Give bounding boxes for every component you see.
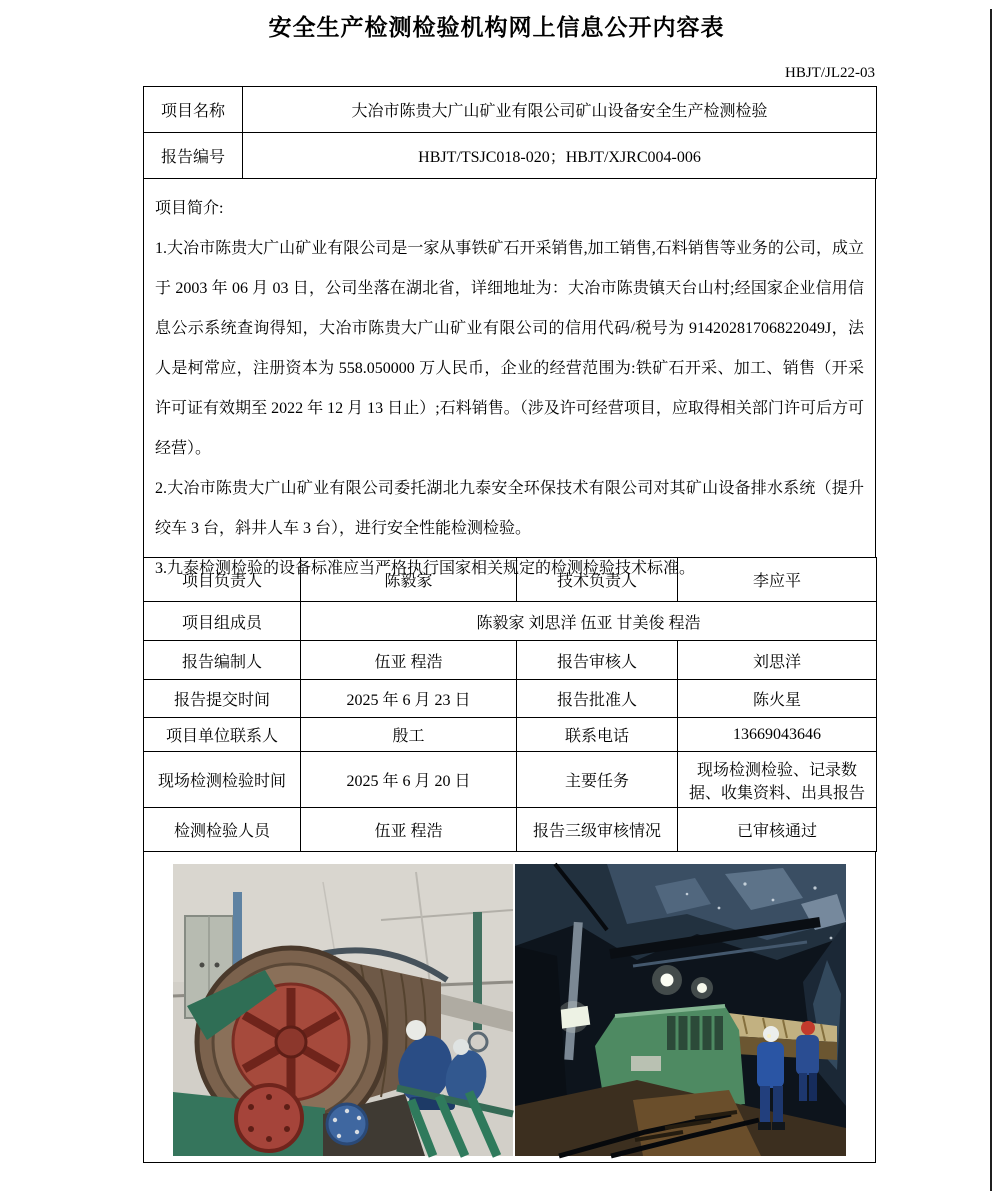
report-reviewer-value: 刘思洋	[678, 641, 877, 680]
document-table	[143, 86, 876, 1163]
form-code: HBJT/JL22-03	[785, 65, 875, 81]
tech-leader-value: 李应平	[678, 558, 877, 602]
table-row	[144, 641, 877, 680]
submit-date-label: 报告提交时间	[144, 680, 301, 718]
page-right-edge-line	[990, 9, 992, 1191]
main-task-value: 现场检测检验、记录数据、收集资料、出具报告	[678, 752, 877, 808]
project-leader-value: 陈毅家	[301, 558, 517, 602]
header-table	[143, 86, 877, 179]
report-number-value: HBJT/TSJC018-020；HBJT/XJRC004-006	[243, 133, 877, 179]
report-author-label: 报告编制人	[144, 641, 301, 680]
project-intro-cell	[143, 178, 876, 577]
project-leader-label: 项目负责人	[144, 558, 301, 602]
client-contact-value: 殷工	[301, 718, 517, 752]
submit-date-value: 2025 年 6 月 23 日	[301, 680, 517, 718]
intro-paragraph-3: 3.九泰检测检验的设备标准应当严格执行国家相关规定的检测检验技术标准。	[155, 560, 696, 577]
phone-label: 联系电话	[517, 718, 678, 752]
table-row	[144, 87, 877, 133]
personnel-table	[143, 557, 877, 852]
onsite-date-label: 现场检测检验时间	[144, 752, 301, 808]
table-row	[144, 602, 877, 641]
onsite-date-value: 2025 年 6 月 20 日	[301, 752, 517, 808]
report-reviewer-label: 报告审核人	[517, 641, 678, 680]
report-number-label: 报告编号	[144, 133, 243, 179]
table-row	[144, 718, 877, 752]
three-level-review-label: 报告三级审核情况	[517, 808, 678, 852]
team-members-label: 项目组成员	[144, 602, 301, 641]
intro-paragraph-2: 2.大冶市陈贵大广山矿业有限公司委托湖北九泰安全环保技术有限公司对其矿山设备排水系统（提升绞车 3 台，斜井人车 3 台），进行安全性能检测检验。	[155, 480, 864, 537]
table-row	[144, 752, 877, 808]
page-title: 安全生产检测检验机构网上信息公开内容表	[268, 15, 725, 40]
team-members-value: 陈毅家 刘思洋 伍亚 甘美俊 程浩	[301, 602, 877, 641]
document-page	[0, 9, 993, 1191]
phone-value: 13669043646	[678, 718, 877, 752]
photos-cell	[143, 851, 876, 1163]
inspectors-label: 检测检验人员	[144, 808, 301, 852]
three-level-review-value: 已审核通过	[678, 808, 877, 852]
intro-heading: 项目简介:	[155, 200, 224, 217]
table-row	[144, 808, 877, 852]
intro-paragraph-1: 1.大冶市陈贵大广山矿业有限公司是一家从事铁矿石开采销售,加工销售,石料销售等业务的公司，成立于 2003 年 06 月 03 日，公司坐落在湖北省，详细地址为：大冶市陈贵镇天台山村;经国家企业信用信息公示系统查询得知，大冶市陈贵大广山矿业有限公司的信用代码/税号为 91420281706822049J，法人是柯常应，注册资本为 558.050000 万人民币，企业的经营范围为:铁矿石开采、加工、销售（开采许可证有效期至 2022 年 12 月 13 日止）;石料销售。（涉及许可经营项目，应取得相关部门许可后方可经营）。	[155, 240, 864, 457]
report-approver-value: 陈火星	[678, 680, 877, 718]
tech-leader-label: 技术负责人	[517, 558, 678, 602]
report-approver-label: 报告批准人	[517, 680, 678, 718]
photo-hoist-winch	[173, 864, 513, 1156]
project-name-value: 大冶市陈贵大广山矿业有限公司矿山设备安全生产检测检验	[243, 87, 877, 133]
report-author-value: 伍亚 程浩	[301, 641, 517, 680]
photo-mine-tunnel	[515, 864, 846, 1156]
client-contact-label: 项目单位联系人	[144, 718, 301, 752]
project-name-label: 项目名称	[144, 87, 243, 133]
table-row	[144, 133, 877, 179]
main-task-label: 主要任务	[517, 752, 678, 808]
inspectors-value: 伍亚 程浩	[301, 808, 517, 852]
table-row	[144, 680, 877, 718]
